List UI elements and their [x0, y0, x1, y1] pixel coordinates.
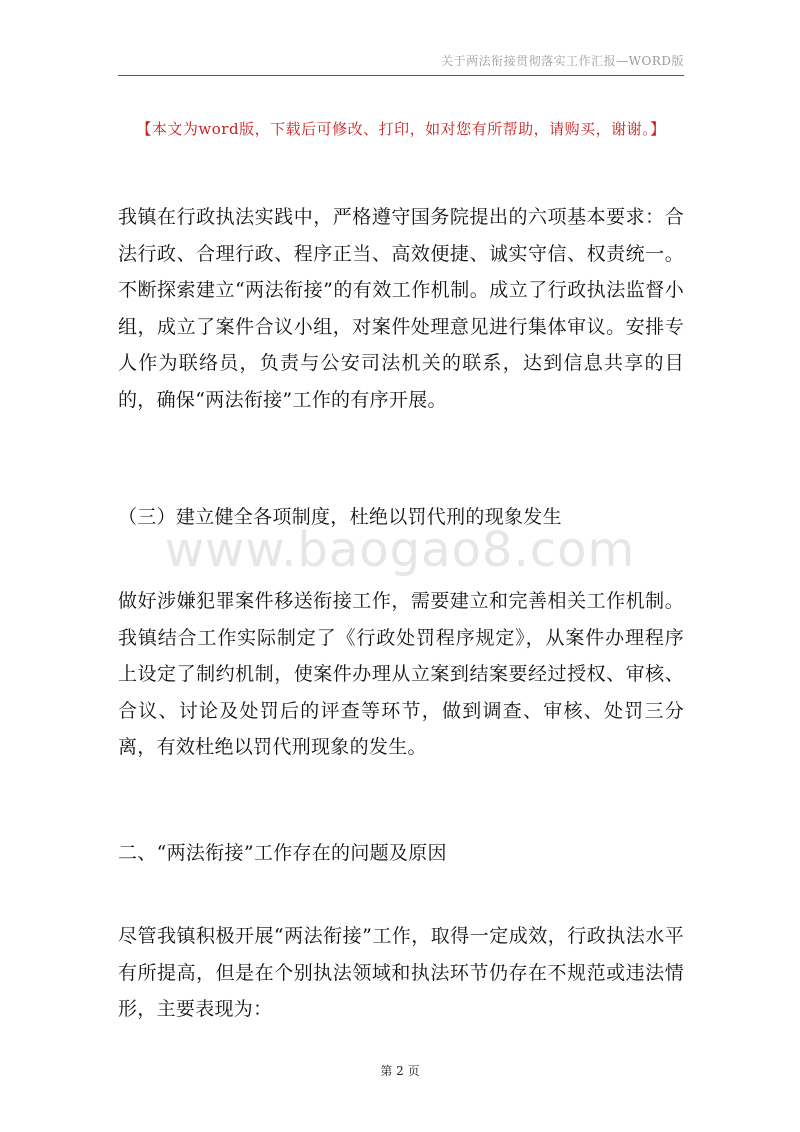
- header-divider: [118, 75, 684, 76]
- purchase-notice: 【本文为word版，下载后可修改、打印，如对您有所帮助，请购买，谢谢。】: [136, 120, 666, 138]
- site-watermark: www.baogao8.com: [164, 522, 636, 578]
- page-header-title: 关于两法衔接贯彻落实工作汇报—WORD版: [441, 54, 684, 68]
- body-paragraph-1: 我镇在行政执法实践中，严格遵守国务院提出的六项基本要求：合法行政、合理行政、程序正当、高效便捷、诚实守信、权责统一。不断探索建立“两法衔接”的有效工作机制。成立了行政执法监督小组，成立了案件合议小组，对案件处理意见进行集体审议。安排专人作为联络员，负责与公安司法机关的联系，达到信息共享的目的，确保“两法衔接”工作的有序开展。: [118, 206, 684, 411]
- section-heading-2: 二、“两法衔接”工作存在的问题及原因: [118, 842, 447, 864]
- page-number: 第 2 页: [380, 1064, 420, 1078]
- section-heading-3: （三）建立健全各项制度，杜绝以罚代刑的现象发生: [118, 506, 562, 528]
- body-paragraph-3: 尽管我镇积极开展“两法衔接”工作，取得一定成效，行政执法水平有所提高，但是在个别执法领域和执法环节仍存在不规范或违法情形，主要表现为：: [118, 925, 684, 1020]
- body-paragraph-2: 做好涉嫌犯罪案件移送衔接工作，需要建立和完善相关工作机制。我镇结合工作实际制定了《行政处罚程序规定》，从案件办理程序上设定了制约机制，使案件办理从立案到结案要经过授权、审核、合议、讨论及处罚后的评查等环节，做到调查、审核、处罚三分离，有效杜绝以罚代刑现象的发生。: [118, 590, 684, 758]
